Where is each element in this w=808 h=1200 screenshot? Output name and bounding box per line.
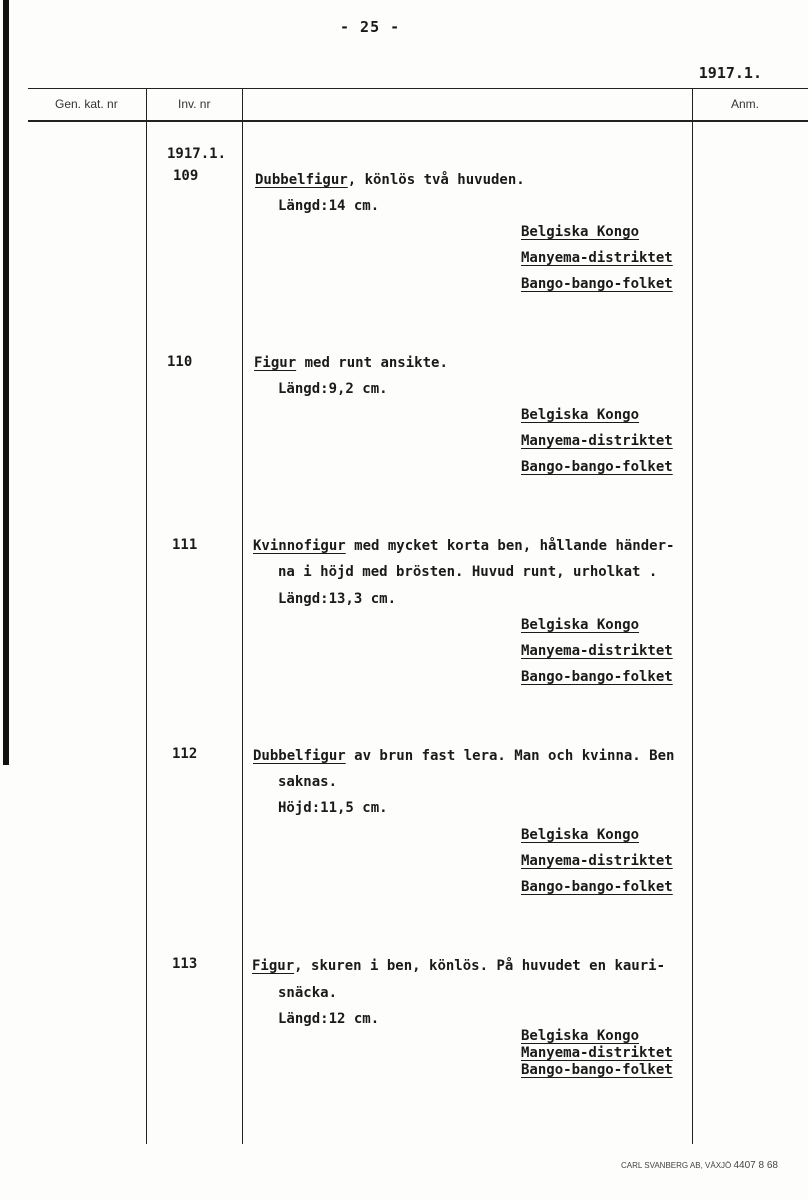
inv-number-113: 113 [172,956,198,972]
entry-113-origin-country: Belgiska Kongo [521,1028,640,1044]
entry-112-description: Dubbelfigur av brun fast lera. Man och kvinna. Ben [253,748,675,764]
entry-109-description: Dubbelfigur, könlös två huvuden. [255,172,525,188]
column-header-gen-kat-nr: Gen. kat. nr [55,97,118,111]
entry-110-origin-people: Bango-bango-folket [521,459,673,475]
inv-number-110: 110 [167,354,193,370]
inv-number-111: 111 [172,537,198,553]
entry-110-origin-country: Belgiska Kongo [521,407,640,423]
entry-109-title: Dubbelfigur [255,172,348,188]
entry-109-origin-district: Manyema-distriktet [521,250,673,266]
entry-110-measure: Längd:9,2 cm. [278,381,388,397]
section-year: 1917.1. [167,146,227,162]
entry-111-title: Kvinnofigur [253,538,346,554]
entry-112-origin-country: Belgiska Kongo [521,827,640,843]
column-divider-1 [146,88,147,1144]
entry-110-description: Figur med runt ansikte. [254,355,448,371]
entry-113-title: Figur [252,958,295,974]
inv-number-112: 112 [172,746,198,762]
entry-112-measure: Höjd:11,5 cm. [278,800,388,816]
entry-111-origin-people: Bango-bango-folket [521,669,673,685]
entry-111-origin-country: Belgiska Kongo [521,617,640,633]
entry-109-origin-people: Bango-bango-folket [521,276,673,292]
left-margin-bar [3,0,9,765]
entry-113-description-cont: snäcka. [278,985,338,1001]
entry-111-description-cont: na i höjd med brösten. Huvud runt, urholkat . [278,564,658,580]
entry-112-description-cont: saknas. [278,774,338,790]
entry-111-origin-district: Manyema-distriktet [521,643,673,659]
inv-number-109: 109 [173,168,199,184]
year-reference: 1917.1. [698,64,762,82]
column-header-inv-nr: Inv. nr [178,97,211,111]
column-divider-3 [692,88,693,1144]
entry-112-origin-district: Manyema-distriktet [521,853,673,869]
table-top-rule [28,88,808,89]
entry-111-description: Kvinnofigur med mycket korta ben, hållande händer- [253,538,675,554]
entry-111-measure: Längd:13,3 cm. [278,591,397,607]
page-number: - 25 - [340,18,401,36]
printer-name: CARL SVANBERG AB, VÄXJÖ [621,1161,732,1170]
entry-109-origin-country: Belgiska Kongo [521,224,640,240]
column-divider-2 [242,88,243,1144]
entry-110-origin-district: Manyema-distriktet [521,433,673,449]
entry-110-title: Figur [254,355,297,371]
entry-112-origin-people: Bango-bango-folket [521,879,673,895]
entry-113-measure: Längd:12 cm. [278,1011,380,1027]
entry-109-measure: Längd:14 cm. [278,198,380,214]
entry-113-description: Figur, skuren i ben, könlös. På huvudet en kauri- [252,958,666,974]
printer-mark [621,1160,778,1171]
entry-113-origin-people: Bango-bango-folket [521,1062,673,1078]
column-header-anm: Anm. [731,97,760,111]
entry-112-title: Dubbelfigur [253,748,346,764]
entry-113-origin-district: Manyema-distriktet [521,1045,673,1061]
form-code: 4407 8 68 [733,1160,778,1171]
table-header-rule [28,120,808,122]
